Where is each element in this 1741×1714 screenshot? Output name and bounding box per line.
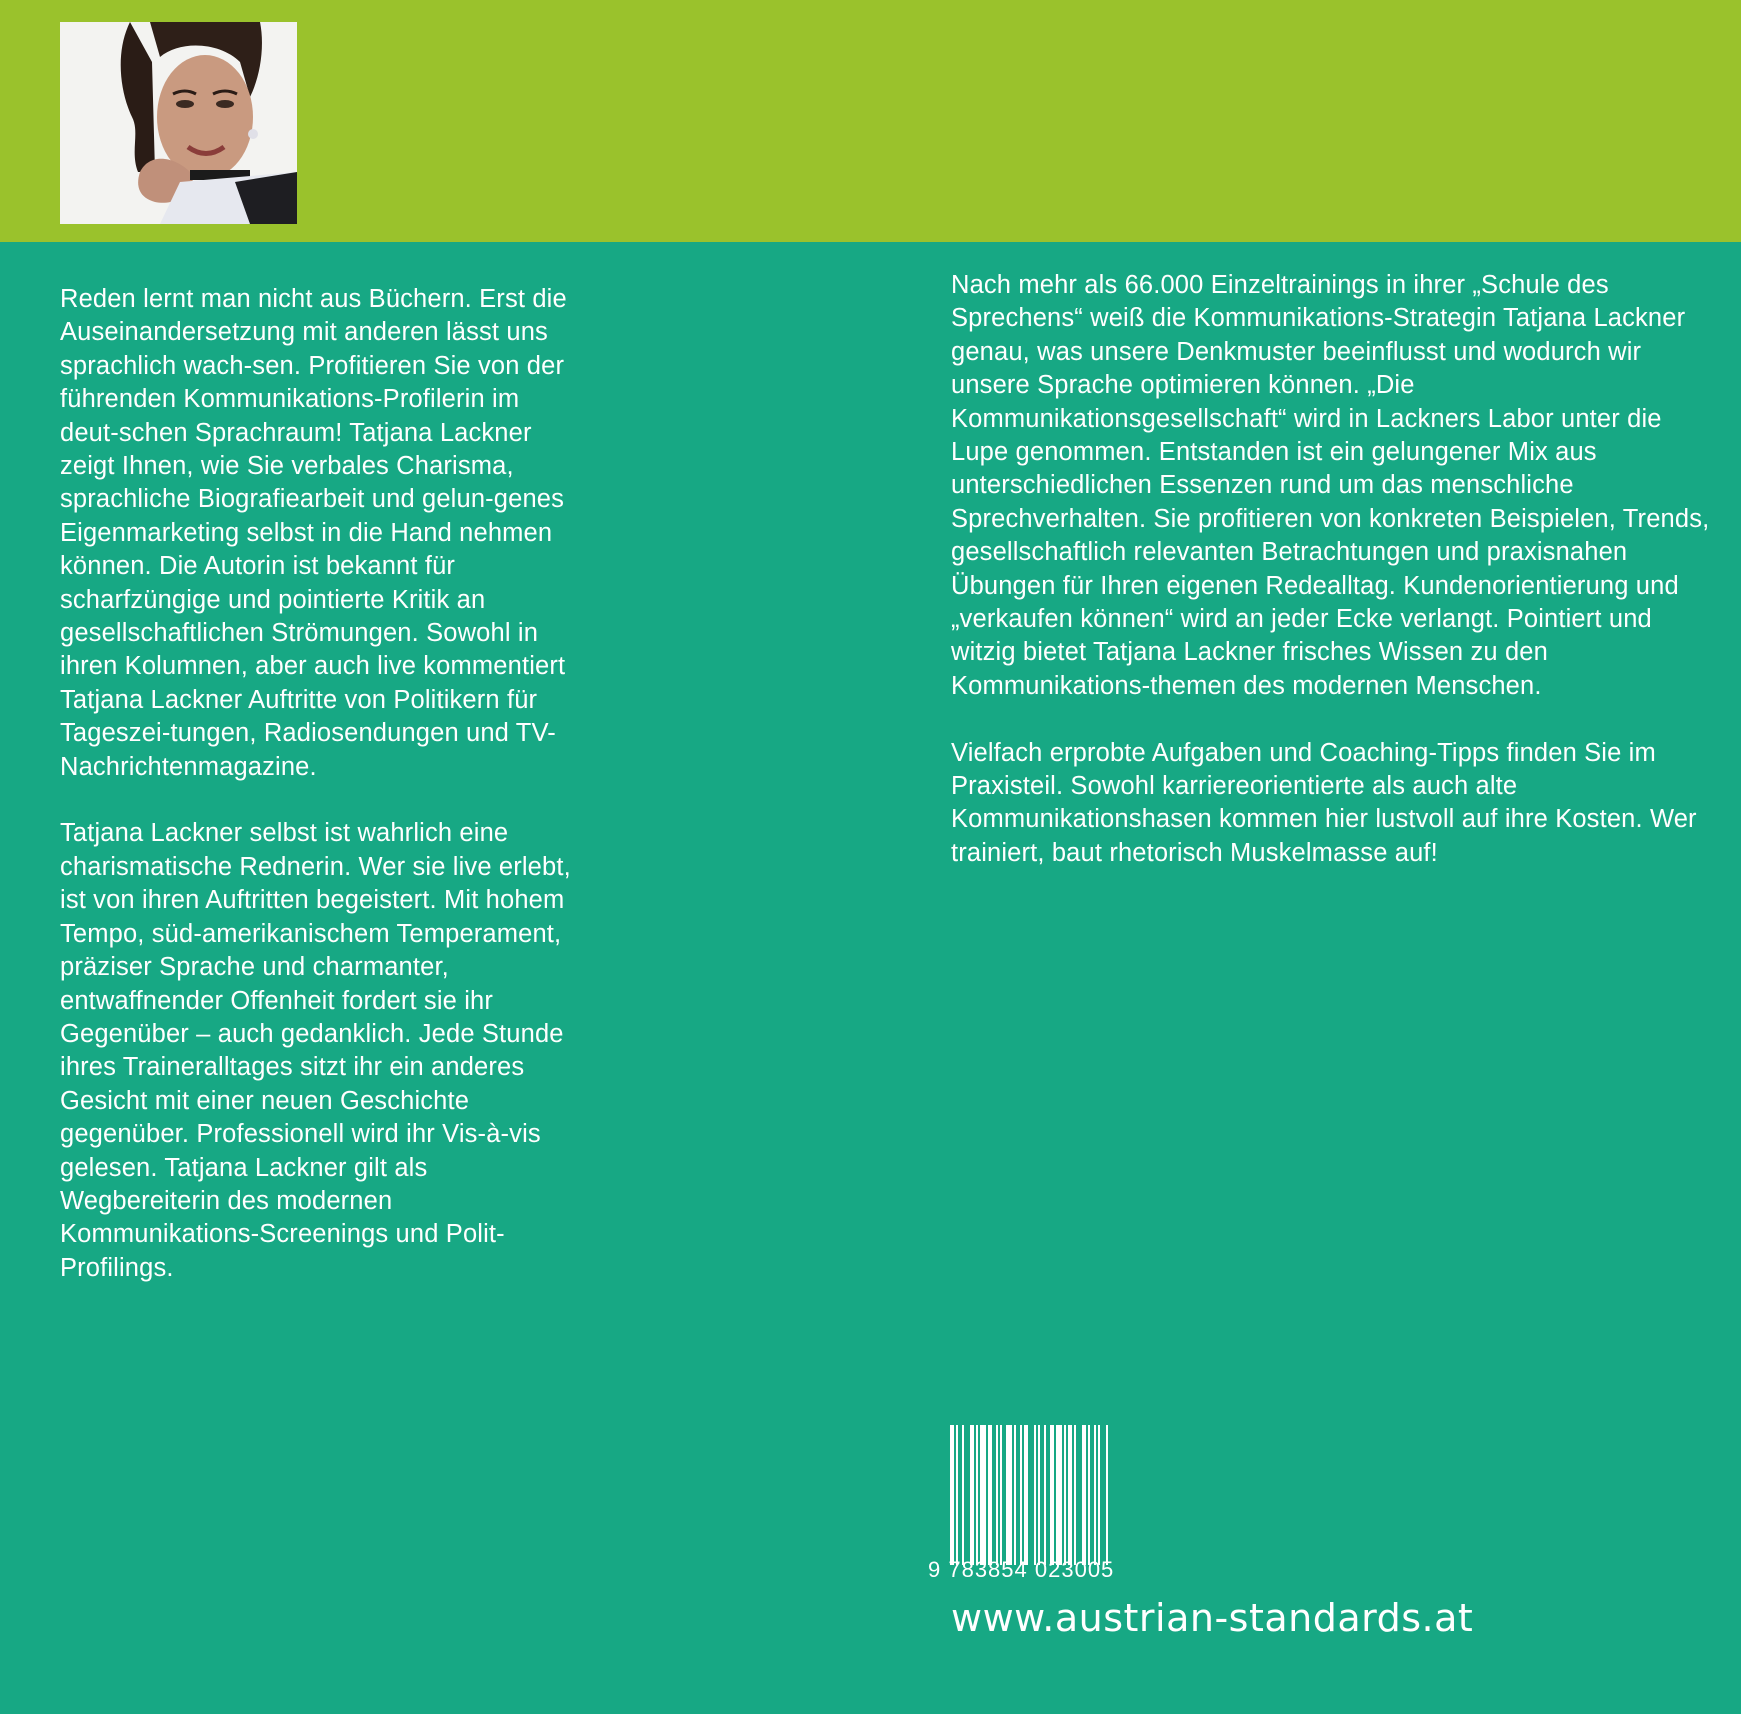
- isbn-number: 9 783854 023005: [928, 1557, 1115, 1582]
- right-paragraph-2: Vielfach erprobte Aufgaben und Coaching-Tipps finden Sie im Praxisteil. Sowohl karriereorientierte als auch alte Kommunikationshasen kommen hier lustvoll auf ihre Kosten. Wer trainiert, baut rhetorisch Muskelmasse auf!: [951, 738, 1697, 867]
- barcode-bars: [928, 1425, 1138, 1565]
- author-portrait-icon: [60, 22, 297, 224]
- barcode-bar: [1082, 1425, 1086, 1565]
- right-paragraph-1: Nach mehr als 66.000 Einzeltrainings in ihrer „Schule des Sprechens“ weiß die Kommunikations-Strategin Tatjana Lackner genau, was unsere Denkmuster beeinflusst und wodurch wir unsere Sprache optimieren können. „Die Kommunikationsgesellschaft“ wird in Lackners Labor unter die Lupe genommen. Entstanden ist ein gelungener Mix aus unterschiedlichen Essenzen rund um das menschliche Sprechverhalten. Sie profitieren von konkreten Beispielen, Trends, gesellschaftlich relevanten Betrachtungen und praxisnahen Übungen für Ihren eigenen Redealltag. Kundenorientierung und „verkaufen können“ wird an jeder Ecke verlangt. Pointiert und witzig bietet Tatjana Lackner frisches Wissen zu den Kommunikations-themen des modernen Menschen.: [951, 271, 1710, 700]
- barcode-bar: [1014, 1425, 1016, 1565]
- left-paragraph-2: Tatjana Lackner selbst ist wahrlich eine charismatische Rednerin. Wer sie live erlebt, ist von ihren Auftritten begeistert. Mit hohem Tempo, süd-amerikanischem Temperament, präziser Sprache und charmanter, entwaffnender Offenheit fordert sie ihr Gegenüber – auch gedanklich. Jede Stunde ihres Traineralltages sitzt ihr ein anderes Gesicht mit einer neuen Geschichte gegenüber. Professionell wird ihr Vis-à-vis gelesen. Tatjana Lackner gilt als Wegbereiterin des modernen Kommunikations-Screenings und Polit-Profilings.: [60, 819, 571, 1282]
- barcode-bar: [1024, 1425, 1028, 1565]
- barcode-bar: [1000, 1425, 1002, 1565]
- barcode-bar: [980, 1425, 986, 1565]
- barcode-bar: [1088, 1425, 1090, 1565]
- barcode-bar: [1050, 1425, 1054, 1565]
- barcode-bar: [1074, 1425, 1076, 1565]
- barcode-bar: [1068, 1425, 1072, 1565]
- barcode-bar: [956, 1425, 958, 1565]
- barcode-bar: [1056, 1425, 1062, 1565]
- barcode-bar: [1064, 1425, 1066, 1565]
- barcode-bar: [996, 1425, 998, 1565]
- barcode-bar: [976, 1425, 978, 1565]
- barcode-bar: [1106, 1425, 1108, 1565]
- author-photo: [60, 22, 297, 224]
- barcode-bar: [1094, 1425, 1096, 1565]
- website-url: www.austrian-standards.at: [951, 1596, 1474, 1640]
- barcode-bar: [970, 1425, 974, 1565]
- barcode-bar: [962, 1425, 964, 1565]
- barcode-bar: [950, 1425, 954, 1565]
- right-text-column: [951, 269, 1721, 904]
- barcode-bar: [1006, 1425, 1012, 1565]
- left-paragraph-1: Reden lernt man nicht aus Büchern. Erst die Auseinandersetzung mit anderen lässt uns sprachlich wach-sen. Profitieren Sie von der führenden Kommunikations-Profilerin im deut-schen Sprachraum! Tatjana Lackner zeigt Ihnen, wie Sie verbales Charisma, sprachliche Biografiearbeit und gelun-genes Eigenmarketing selbst in die Hand nehmen können. Die Autorin ist bekannt für scharfzüngige und pointierte Kritik an gesellschaftlichen Strömungen. Sowohl in ihren Kolumnen, aber auch live kommentiert Tatjana Lackner Auftritte von Politikern für Tageszei-tungen, Radiosendungen und TV-Nachrichtenmagazine.: [60, 285, 567, 781]
- barcode-bar: [1038, 1425, 1040, 1565]
- left-text-column: [60, 283, 580, 1319]
- barcode-bar: [988, 1425, 992, 1565]
- barcode-bar: [1020, 1425, 1022, 1565]
- barcode-bar: [1098, 1425, 1100, 1565]
- barcode-bar: [1034, 1425, 1036, 1565]
- barcode-bar: [1044, 1425, 1046, 1565]
